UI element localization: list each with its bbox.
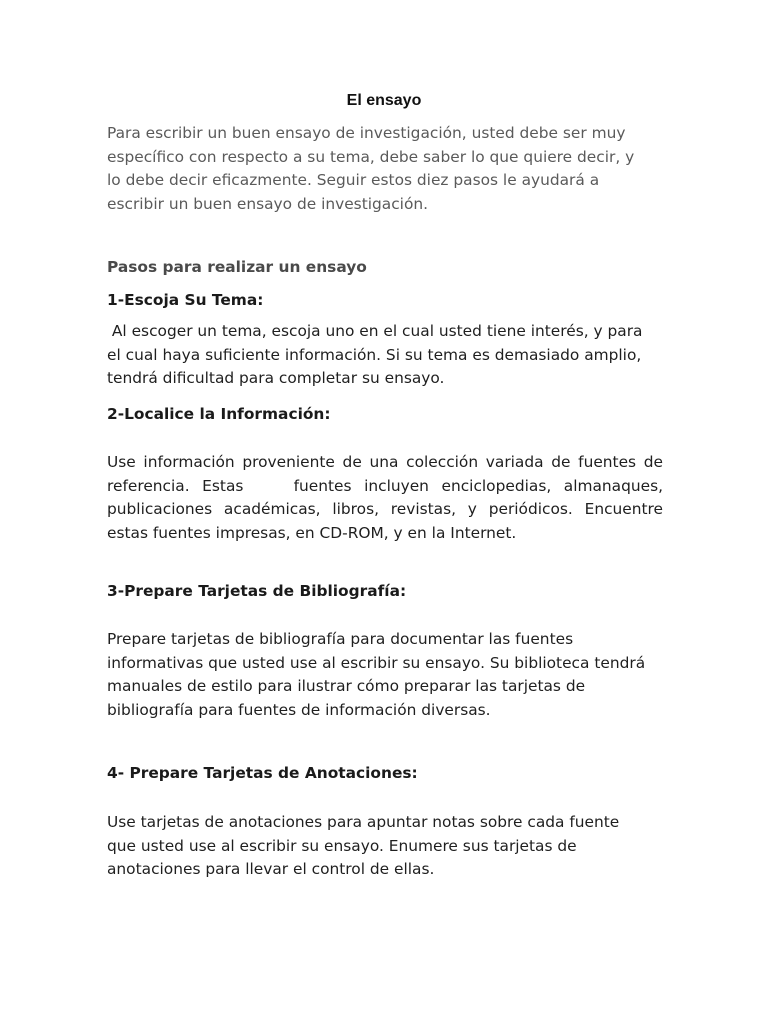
step-1-line: Al escoger un tema, escoja uno en el cual usted tiene interés, y para — [107, 322, 643, 340]
step-4-line: Use tarjetas de anotaciones para apuntar notas sobre cada fuente — [107, 813, 620, 831]
step-2-paragraph — [107, 451, 663, 545]
steps-heading: Pasos para realizar un ensayo — [107, 258, 367, 276]
intro-line: lo debe decir eficazmente. Seguir estos diez pasos le ayudará a — [107, 171, 600, 189]
step-2-line: estas fuentes impresas, en CD-ROM, y en la Internet. — [107, 523, 517, 542]
step-4-line: anotaciones para llevar el control de ellas. — [107, 860, 435, 878]
step-3-line: Prepare tarjetas de bibliografía para documentar las fuentes — [107, 630, 574, 648]
step-3-heading: 3-Prepare Tarjetas de Bibliografía: — [107, 582, 407, 600]
intro-paragraph — [107, 122, 663, 216]
step-2-line: referencia. Estas fuentes incluyen enciclopedias, almanaques, — [107, 476, 663, 495]
step-2-line: Use información proveniente de una colección variada de fuentes de — [107, 453, 663, 471]
step-1-line: tendrá dificultad para completar su ensayo. — [107, 369, 445, 387]
step-4-line: que usted use al escribir su ensayo. Enumere sus tarjetas de — [107, 836, 577, 855]
step-3-line: bibliografía para fuentes de información diversas. — [107, 700, 491, 719]
step-3-paragraph — [107, 628, 663, 722]
intro-line: específico con respecto a su tema, debe saber lo que quiere decir, y — [107, 147, 635, 166]
document-title: El ensayo — [346, 92, 422, 109]
step-3-line: informativas que usted use al escribir su ensayo. Su biblioteca tendrá — [107, 653, 646, 672]
step-4-paragraph — [107, 811, 663, 882]
step-1-heading: 1-Escoja Su Tema: — [107, 291, 264, 309]
step-3-line: manuales de estilo para ilustrar cómo preparar las tarjetas de — [107, 677, 586, 695]
step-1-paragraph — [107, 320, 663, 391]
step-2-heading: 2-Localice la Información: — [107, 405, 331, 423]
step-1-line: el cual haya suficiente información. Si su tema es demasiado amplio, — [107, 345, 642, 364]
step-2-line: publicaciones académicas, libros, revistas, y periódicos. Encuentre — [107, 500, 663, 518]
intro-line: escribir un buen ensayo de investigación. — [107, 194, 429, 213]
step-4-heading: 4- Prepare Tarjetas de Anotaciones: — [107, 764, 418, 782]
intro-line: Para escribir un buen ensayo de investigación, usted debe ser muy — [107, 124, 626, 142]
